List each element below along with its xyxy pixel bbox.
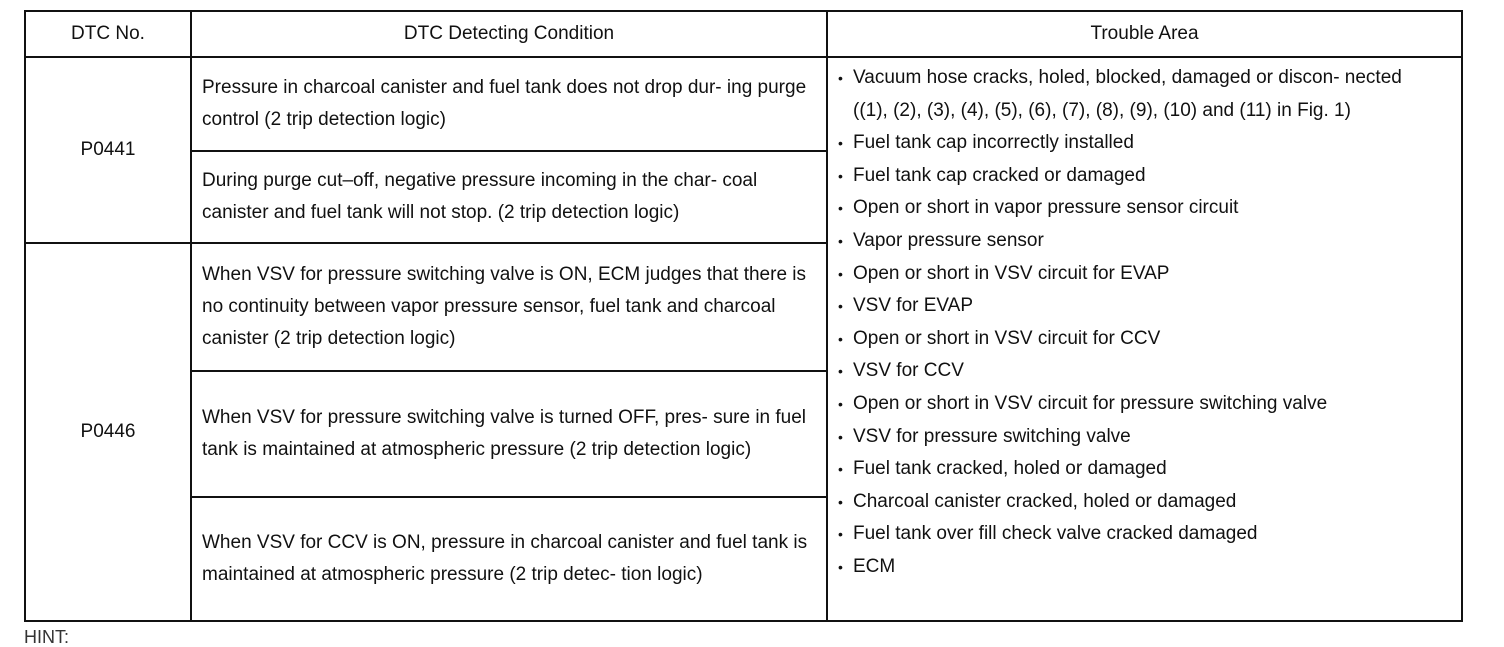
dtc-code-p0446: P0446 [26, 244, 192, 620]
condition-text: When VSV for CCV is ON, pressure in charcoal canister and fuel tank is maintained at atmospheric pressure (2 trip detec- tion logic) [202, 532, 808, 585]
trouble-item-text: Fuel tank cracked, holed or damaged [853, 458, 1167, 480]
trouble-item [838, 421, 1441, 454]
bullet-icon: • [838, 298, 843, 315]
bullet-icon: • [838, 200, 843, 217]
bullet-icon: • [838, 363, 843, 380]
bullet-icon: • [838, 493, 843, 510]
condition-text: When VSV for pressure switching valve is turned OFF, pres- sure in fuel tank is maintained at atmospheric pressure (2 trip detection logic) [202, 407, 807, 460]
bullet-icon: • [838, 232, 843, 249]
condition-text: When VSV for pressure switching valve is ON, ECM judges that there is no continuity between vapor pressure sensor, fuel tank and charcoal canister (2 trip detection logic) [202, 264, 807, 349]
trouble-item-text: Fuel tank cap incorrectly installed [853, 132, 1134, 154]
trouble-item [838, 290, 1441, 323]
bullet-icon: • [838, 265, 843, 282]
trouble-item-text: Open or short in vapor pressure sensor circuit [853, 197, 1239, 219]
header-detecting-condition: DTC Detecting Condition [192, 12, 828, 58]
condition-p0446-2 [192, 372, 828, 498]
dtc-code-p0441: P0441 [26, 58, 192, 244]
trouble-item-text: Charcoal canister cracked, holed or damaged [853, 490, 1237, 512]
trouble-item [838, 518, 1441, 551]
trouble-item [838, 323, 1441, 356]
header-dtc-no: DTC No. [26, 12, 192, 58]
trouble-item [838, 62, 1441, 127]
bullet-icon: • [838, 558, 843, 575]
trouble-item-text: Open or short in VSV circuit for pressure switching valve [853, 392, 1328, 414]
condition-text: During purge cut–off, negative pressure incoming in the char- coal canister and fuel tank will not stop. (2 trip detection logic) [202, 170, 758, 223]
trouble-item-text: Vapor pressure sensor [853, 229, 1044, 251]
trouble-item-text: ECM [853, 555, 896, 577]
bullet-icon: • [838, 526, 843, 543]
trouble-area-cell [828, 58, 1461, 620]
bullet-icon: • [838, 330, 843, 347]
trouble-item-text: VSV for EVAP [853, 295, 974, 317]
bullet-icon: • [838, 70, 843, 86]
trouble-item [838, 355, 1441, 388]
trouble-area-list [838, 62, 1441, 584]
trouble-item-text: VSV for CCV [853, 360, 964, 382]
hint-label-fragment: HINT: [24, 627, 69, 647]
trouble-item [838, 258, 1441, 291]
trouble-item [838, 127, 1441, 160]
trouble-item [838, 551, 1441, 584]
trouble-item [838, 388, 1441, 421]
bullet-icon: • [838, 428, 843, 445]
condition-text: Pressure in charcoal canister and fuel tank does not drop dur- ing purge control (2 trip detection logic) [202, 77, 807, 130]
bullet-icon: • [838, 461, 843, 478]
trouble-item-text: Fuel tank cap cracked or damaged [853, 164, 1146, 186]
trouble-item-text: Vacuum hose cracks, holed, blocked, damaged or discon- nected ((1), (2), (3), (4), (5), (6), (7), (8), (9), (10) and (11) in Fig. 1) [853, 67, 1402, 121]
header-trouble-area: Trouble Area [828, 12, 1461, 58]
trouble-item-text: Open or short in VSV circuit for CCV [853, 327, 1161, 349]
trouble-item [838, 160, 1441, 193]
trouble-item-text: Fuel tank over fill check valve cracked damaged [853, 523, 1258, 545]
bullet-icon: • [838, 395, 843, 412]
bullet-icon: • [838, 167, 843, 184]
dtc-table [24, 10, 1463, 622]
condition-p0441-1 [192, 58, 828, 152]
condition-p0446-3 [192, 498, 828, 620]
bullet-icon: • [838, 135, 843, 152]
trouble-item [838, 486, 1441, 519]
trouble-item [838, 453, 1441, 486]
trouble-item [838, 192, 1441, 225]
trouble-item-text: VSV for pressure switching valve [853, 425, 1131, 447]
condition-p0441-2 [192, 152, 828, 244]
trouble-item [838, 225, 1441, 258]
condition-p0446-1 [192, 244, 828, 372]
trouble-item-text: Open or short in VSV circuit for EVAP [853, 262, 1170, 284]
